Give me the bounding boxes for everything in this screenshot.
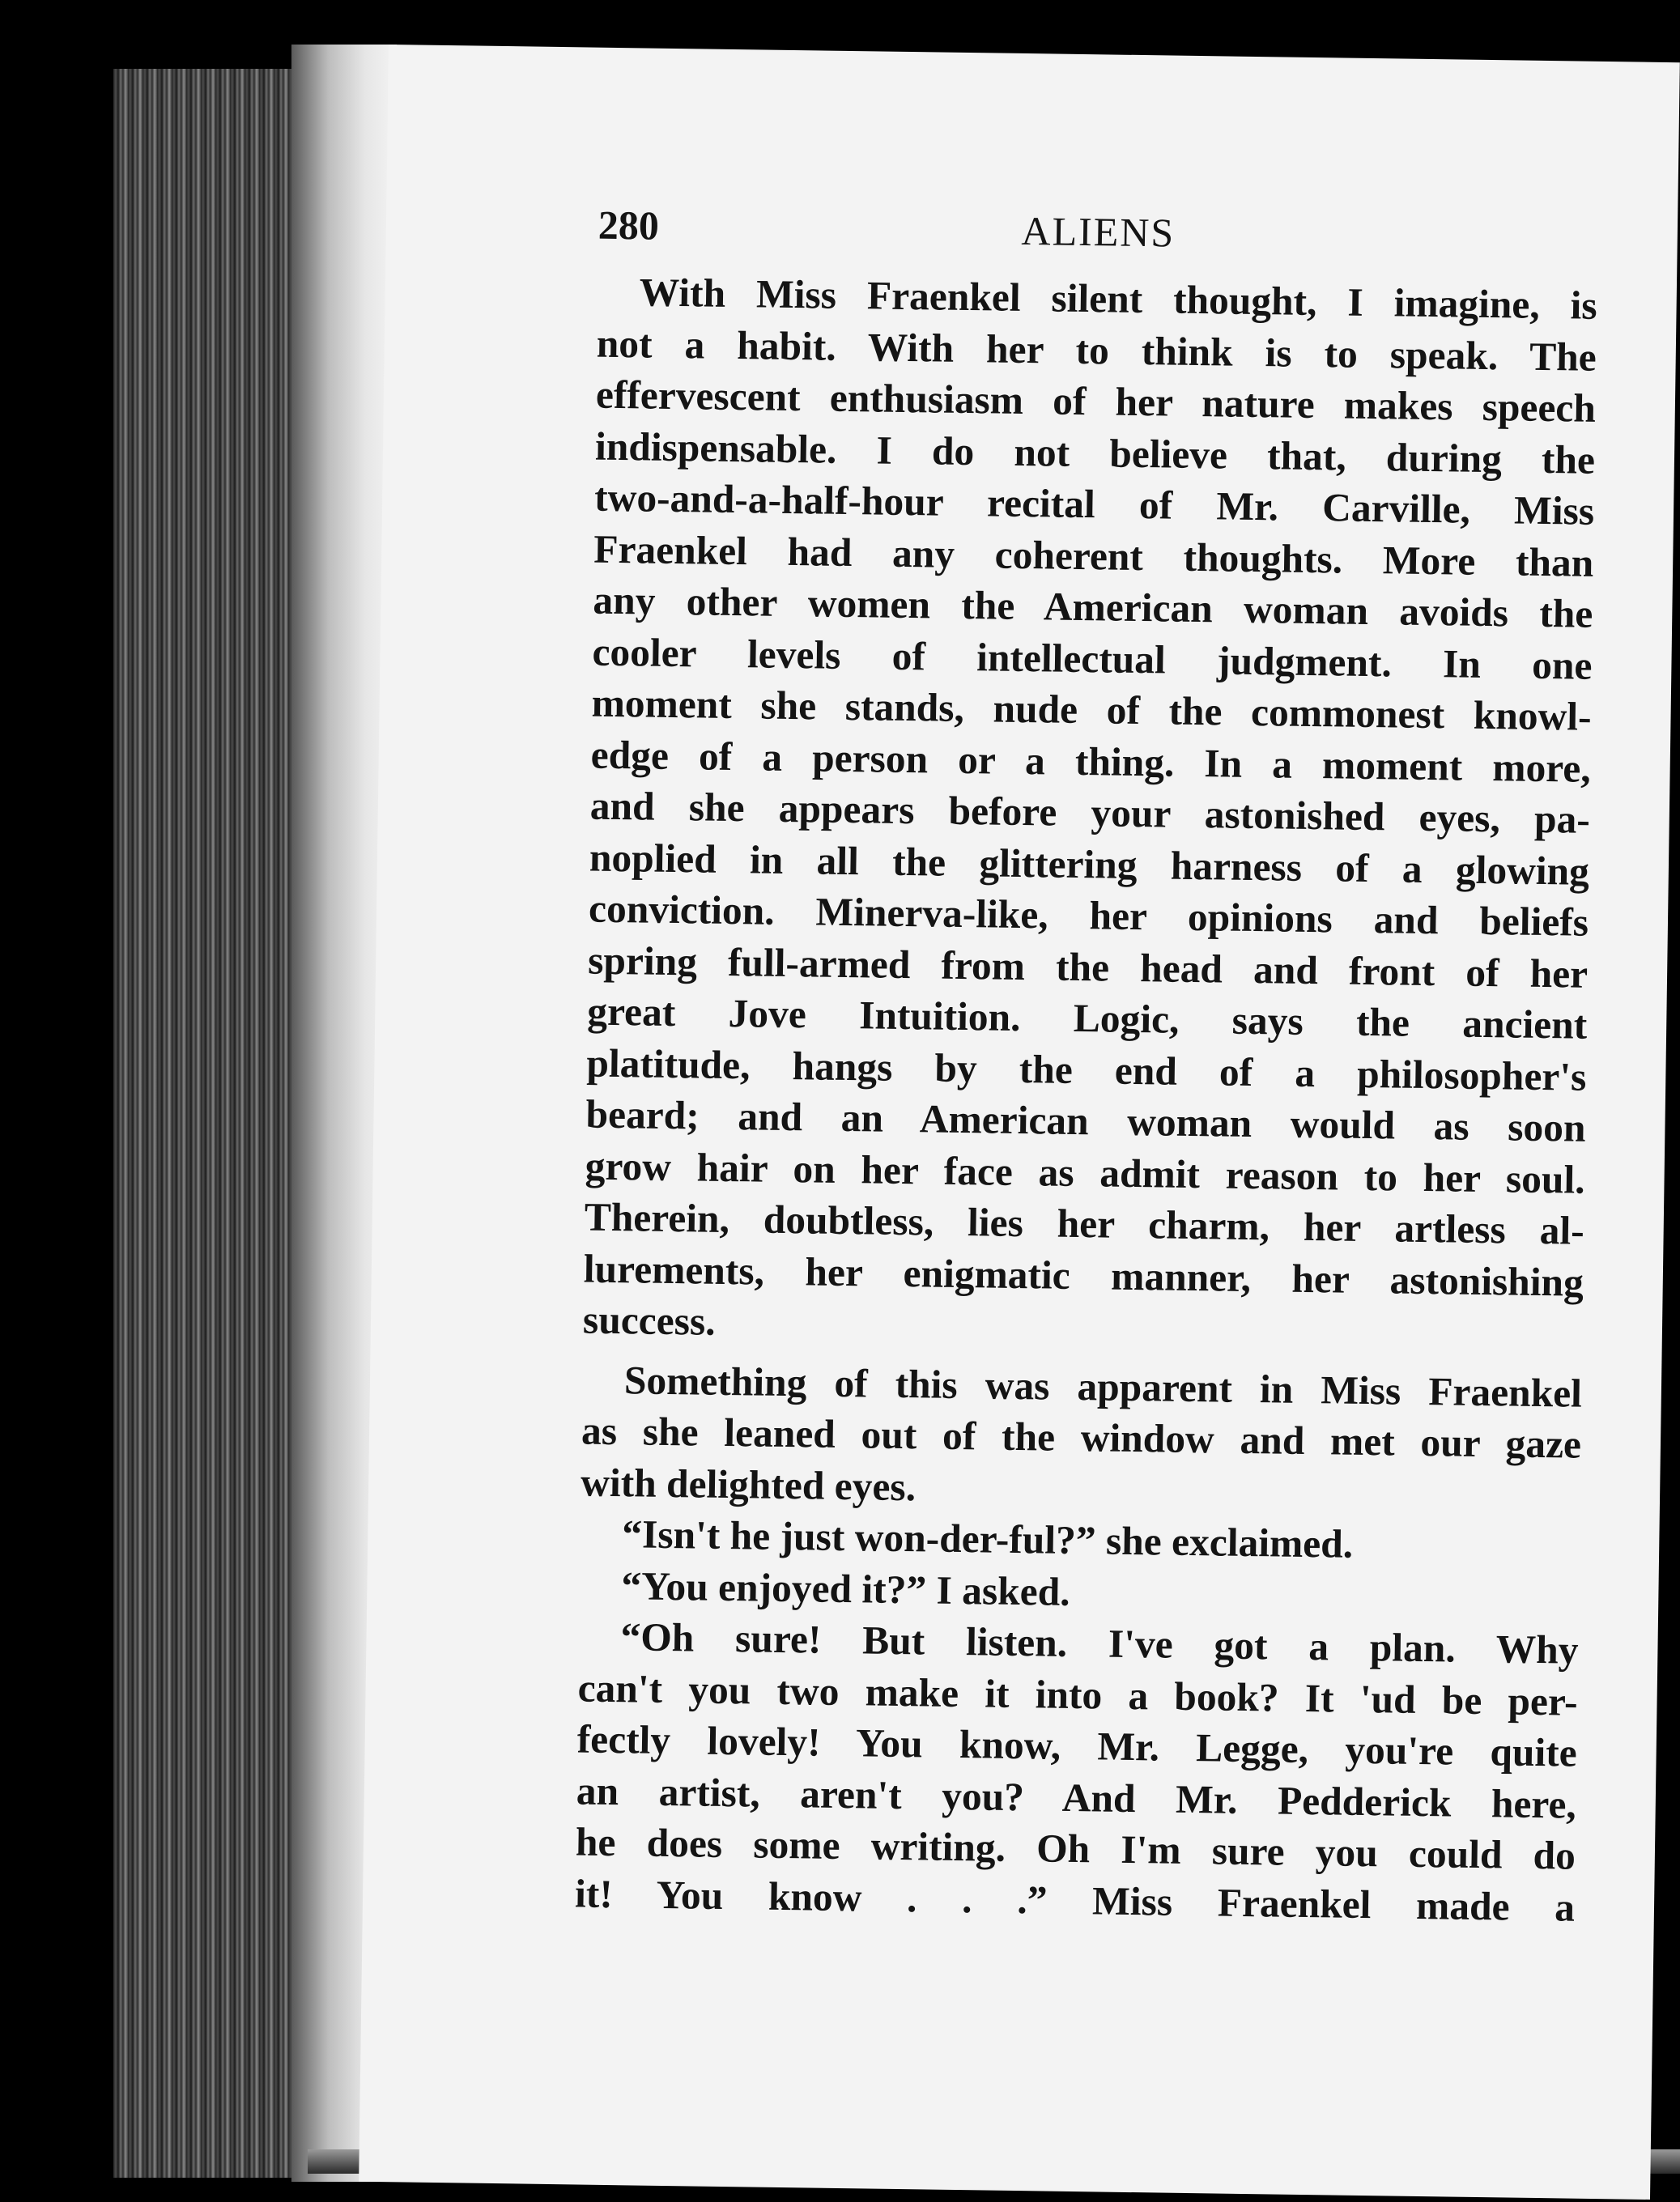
text-line: two-and-a-half-hour recital of Mr. Carville, Miss [593,474,1595,533]
text-line: as she leaned out of the window and met our gaze [581,1408,1582,1467]
text-line: “Isn't he just won-der-ful?” she exclaimed. [621,1511,1354,1566]
text-line: fectly lovely! You know, Mr. Legge, you're quite [576,1716,1578,1775]
text-line: Therein, doubtless, lies her charm, her artless al- [584,1194,1585,1253]
text-line: With Miss Fraenkel silent thought, I imagine, is [639,270,1598,328]
page-number: 280 [598,202,660,249]
text-line: conviction. Minerva-like, her opinions and beliefs [588,886,1589,945]
paragraph-3 [575,1610,1579,1932]
paragraph-2 [581,1354,1583,1522]
text-line: success. [582,1297,717,1344]
text-line: “Oh sure! But listen. I've got a plan. Why [620,1614,1579,1673]
running-title: ALIENS [1021,207,1176,256]
book-page [359,45,1680,2200]
text-line: can't you two make it into a book? It 'ud be per- [577,1664,1578,1724]
text-line: platitude, hangs by the end of a philosopher's [586,1040,1587,1099]
text-line: lurements, her enigmatic manner, her astonishing [583,1246,1584,1305]
text-line: with delighted eyes. [580,1459,917,1509]
text-line: Fraenkel had any coherent thoughts. More than [593,526,1594,585]
text-line: cooler levels of intellectual judgment. In one [592,629,1593,688]
text-line: beard; and an American woman would as soon [585,1091,1586,1150]
book-fore-edge [113,69,308,2178]
text-line: indispensable. I do not believe that, during the [594,423,1596,482]
text-line: and she appears before your astonished eyes, pa- [589,783,1591,842]
text-line: not a habit. With her to think is to speak. The [596,321,1597,380]
text-line: great Jove Intuition. Logic, says the ancient [586,988,1588,1048]
text-line: moment she stands, nude of the commonest knowl- [591,680,1592,739]
text-line: any other women the American woman avoids the [593,577,1593,636]
text-line: noplied in all the glittering harness of a glowing [589,835,1590,894]
text-line: edge of a person or a thing. In a moment more, [590,732,1592,791]
text-line: Something of this was apparent in Miss Fraenkel [623,1357,1583,1416]
text-line: spring full-armed from the head and front of her [587,937,1589,997]
text-line: it! You know . . .” Miss Fraenkel made a [574,1870,1576,1930]
text-line: effervescent enthusiasm of her nature makes speech [595,372,1597,431]
text-line: grow hair on her face as admit reason to her soul. [585,1143,1585,1202]
text-block [575,202,1599,1933]
text-line: he does some writing. Oh I'm sure you could do [575,1819,1576,1878]
text-line: “You enjoyed it?” I asked. [621,1562,1070,1614]
text-line: an artist, aren't you? And Mr. Pedderick here, [576,1767,1577,1827]
paragraph-1 [583,266,1597,1360]
